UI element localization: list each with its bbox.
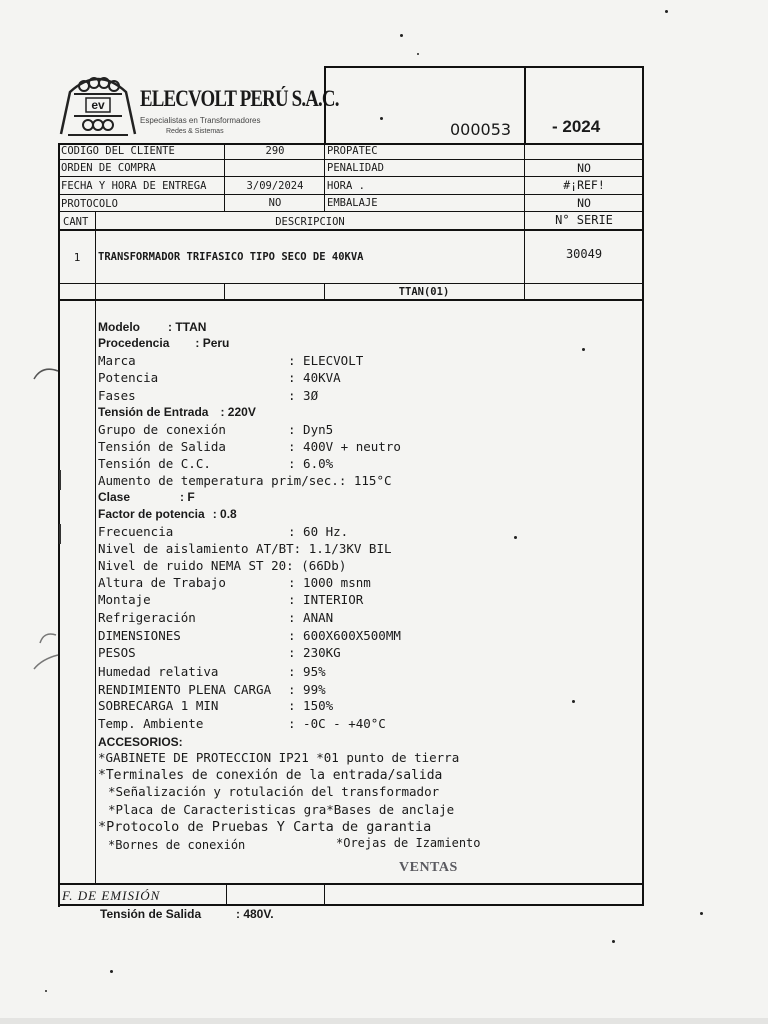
- value-protocolo: NO: [268, 197, 282, 209]
- logo-initials: ev: [91, 98, 105, 112]
- accessory-line: *GABINETE DE PROTECCION IP21 *01 punto de tierra: [98, 750, 460, 765]
- spec-row: [98, 370, 341, 385]
- spec-value: : -0C - +40°C: [288, 716, 386, 731]
- column-cant: CANT: [63, 216, 89, 228]
- emission-date-label: F. DE EMISIÓN: [62, 888, 161, 903]
- company-name: ELECVOLT PERÚ S.A.C.: [140, 86, 339, 111]
- value-embalaje: NO: [577, 196, 591, 210]
- column-serie: N° SERIE: [555, 213, 613, 227]
- label-codigo-cliente: CODIGO DEL CLIENTE: [61, 145, 175, 157]
- company-subline: Redes & Sistemas: [166, 128, 224, 135]
- spec-value: : 400V + neutro: [288, 439, 401, 454]
- spec-row: [98, 541, 392, 556]
- spec-value: : F: [180, 490, 195, 504]
- column-descripcion: DESCRIPCION: [275, 216, 345, 228]
- spec-row: [98, 628, 401, 643]
- spec-label: Marca: [98, 353, 136, 368]
- spec-label: PESOS: [98, 645, 136, 660]
- spec-value: : 220V: [220, 405, 256, 419]
- spec-row: [98, 422, 334, 437]
- spec-value: : 6.0%: [288, 456, 334, 471]
- spec-label: Montaje: [98, 592, 151, 607]
- spec-row: [98, 558, 346, 573]
- spec-row: [98, 698, 334, 713]
- spec-row: [98, 439, 401, 454]
- spec-value: : TTAN: [168, 320, 207, 334]
- spec-label: Nivel de aislamiento AT/BT: 1.1/3KV BIL: [98, 541, 392, 556]
- company-tagline: Especialistas en Transformadores: [140, 116, 261, 125]
- accessories-title: ACCESORIOS:: [98, 735, 183, 749]
- spec-label: Tensión de Salida: [98, 439, 226, 454]
- spec-row: [98, 336, 229, 350]
- scan-mark: [26, 625, 66, 675]
- item-qty: 1: [73, 251, 81, 264]
- spec-row: [98, 388, 319, 403]
- spec-value: : 0.8: [212, 507, 237, 521]
- spec-label: Modelo: [98, 320, 140, 334]
- spec-row: [98, 610, 334, 625]
- value-hora: #¡REF!: [563, 178, 605, 192]
- spec-row: [98, 490, 195, 504]
- accessory-line: *Orejas de Izamiento: [336, 836, 481, 850]
- label-penalidad: PENALIDAD: [327, 162, 384, 174]
- spec-value: : 230KG: [288, 645, 341, 660]
- spec-value: : 60 Hz.: [288, 524, 349, 539]
- accessory-line: *Bornes de conexión: [108, 838, 246, 852]
- label-embalaje: EMBALAJE: [327, 197, 378, 209]
- spec-label: Procedencia: [98, 336, 170, 350]
- accessory-line: *Señalización y rotulación del transformador: [108, 784, 440, 799]
- document-year: - 2024: [552, 117, 601, 136]
- spec-label: RENDIMIENTO PLENA CARGA: [98, 682, 272, 697]
- label-fecha-entrega: FECHA Y HORA DE ENTREGA: [61, 180, 207, 192]
- spec-label: Potencia: [98, 370, 159, 385]
- spec-row: [98, 405, 256, 419]
- spec-value: : INTERIOR: [288, 592, 364, 607]
- item-model-code: TTAN(01): [398, 286, 450, 298]
- footer-note-value: : 480V.: [236, 907, 274, 921]
- spec-label: Temp. Ambiente: [98, 716, 204, 731]
- company-logo: [58, 70, 138, 138]
- spec-value: : 600X600X500MM: [288, 628, 401, 643]
- accessory-line: *Terminales de conexión de la entrada/salida: [98, 768, 443, 783]
- spec-label: Tensión de C.C.: [98, 456, 211, 471]
- spec-value: : 95%: [288, 664, 326, 679]
- accessory-line: *Protocolo de Pruebas Y Carta de garantia: [98, 819, 432, 835]
- value-fecha-entrega: 3/09/2024: [246, 180, 304, 192]
- spec-row: [98, 320, 206, 334]
- spec-label: Nivel de ruido NEMA ST 20: (66Db): [98, 558, 347, 573]
- spec-row: [98, 664, 326, 679]
- spec-label: Aumento de temperatura prim/sec.: 115°C: [98, 473, 392, 488]
- spec-value: : Peru: [195, 336, 230, 350]
- spec-value: : ANAN: [288, 610, 334, 625]
- spec-row: [98, 524, 349, 539]
- spec-label: SOBRECARGA 1 MIN: [98, 698, 219, 713]
- spec-row: [98, 575, 371, 590]
- accessory-line: *Placa de Caracteristicas gra*Bases de anclaje: [108, 802, 455, 817]
- spec-label: Humedad relativa: [98, 664, 219, 679]
- spec-label: Clase: [98, 490, 131, 504]
- value-penalidad: NO: [577, 161, 591, 175]
- spec-label: Grupo de conexión: [98, 422, 226, 437]
- spec-label: Altura de Trabajo: [98, 575, 226, 590]
- footer-note-label: Tensión de Salida: [100, 907, 202, 921]
- spec-value: : 1000 msnm: [288, 575, 371, 590]
- spec-label: Factor de potencia: [98, 507, 205, 521]
- label-hora: HORA .: [327, 180, 365, 192]
- value-codigo-cliente: 290: [265, 145, 285, 157]
- spec-row: [98, 645, 341, 660]
- document-number: 000053: [450, 120, 512, 139]
- spec-row: [98, 592, 364, 607]
- spec-label: Tensión de Entrada: [98, 405, 209, 419]
- spec-label: DIMENSIONES: [98, 628, 181, 643]
- spec-value: : 99%: [288, 682, 326, 697]
- label-propatec: PROPATEC: [327, 145, 378, 157]
- spec-label: Refrigeración: [98, 610, 196, 625]
- label-orden-compra: ORDEN DE COMPRA: [61, 162, 156, 174]
- spec-row: [98, 473, 392, 488]
- spec-value: : 3Ø: [288, 388, 319, 403]
- scan-mark: [28, 365, 68, 395]
- item-serial: 30049: [565, 247, 603, 261]
- spec-value: : 150%: [288, 698, 334, 713]
- spec-row: [98, 456, 334, 471]
- spec-label: Frecuencia: [98, 524, 174, 539]
- spec-value: : Dyn5: [288, 422, 334, 437]
- spec-label: Fases: [98, 388, 136, 403]
- spec-value: : 40KVA: [288, 370, 341, 385]
- item-description: TRANSFORMADOR TRIFASICO TIPO SECO DE 40KVA: [98, 251, 364, 263]
- ventas-stamp: VENTAS: [399, 860, 458, 875]
- spec-row: [98, 507, 237, 521]
- spec-row: [98, 353, 364, 368]
- label-protocolo: PROTOCOLO: [61, 198, 118, 210]
- spec-row: [98, 682, 326, 697]
- spec-value: : ELECVOLT: [288, 353, 364, 368]
- spec-row: [98, 716, 386, 731]
